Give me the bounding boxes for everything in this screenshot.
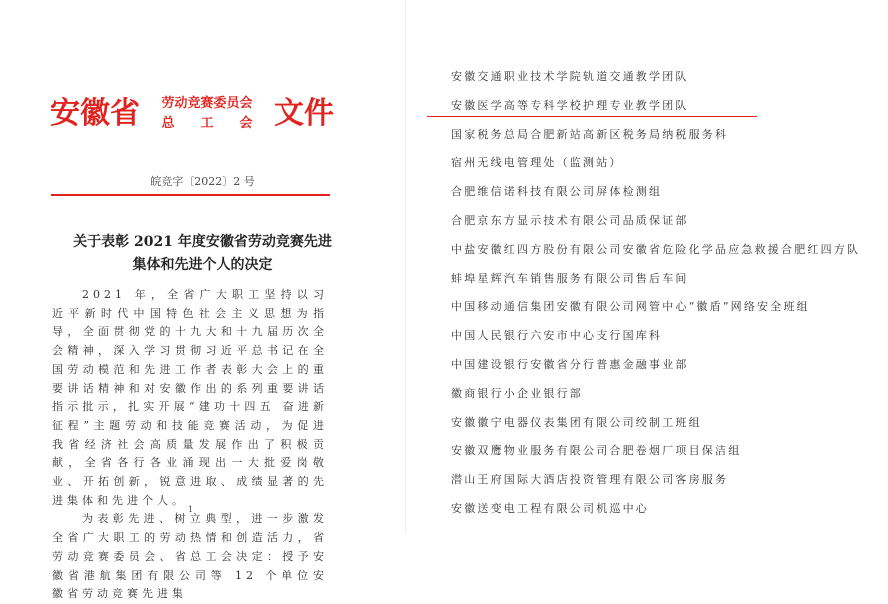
doc-title-line2: 集体和先进个人的决定 bbox=[132, 257, 273, 273]
list-item: 安徽医学高等专科学校护理专业教学团队 bbox=[451, 98, 689, 112]
document-header bbox=[50, 92, 334, 136]
header-province: 安徽省 bbox=[50, 96, 140, 131]
list-item: 宿州无线电管理处（监测站） bbox=[451, 156, 623, 170]
list-item: 合肥维信诺科技有限公司屏体检测组 bbox=[451, 185, 663, 199]
award-list bbox=[451, 65, 860, 526]
page-number: 1 bbox=[188, 505, 194, 514]
paragraph-2: 为表彰先进、树立典型，进一步激发全省广大职工的劳动热情和创造活力，省劳动竞赛委员会、省总工会决定：授予安徽省港航集团有限公司等 12 个单位安徽省劳动竞赛先进集 bbox=[52, 512, 328, 601]
list-item: 合肥京东方显示技术有限公司品质保证部 bbox=[451, 213, 689, 227]
doc-number: 皖竞字〔2022〕2 号 bbox=[150, 175, 255, 188]
list-item: 中盐安徽红四方股份有限公司安徽省危险化学品应急救援合肥红四方队 bbox=[451, 242, 861, 256]
list-item: 安徽徽宁电器仪表集团有限公司绞制工班组 bbox=[451, 415, 702, 429]
header-divider bbox=[51, 194, 330, 196]
doc-body bbox=[52, 286, 328, 604]
list-item: 中国移动通信集团安徽有限公司网管中心“徽盾”网络安全班组 bbox=[451, 300, 810, 314]
paragraph-1: 2021 年，全省广大职工坚持以习近平新时代中国特色社会主义思想为指导，全面贯彻党的十九大和十九届历次全会精神，深入学习贯彻习近平总书记在全国劳动模范和先进工作者表彰大会上的重要讲话精神和对安徽作出的系列重要讲话指示批示，扎实开展“建功十四五 奋进新征程”主题劳动和技能竞赛活动，为促进我省经济社会高质量发展作出了积极贡献，全省各行各业涌现出一大批爱岗敬业、开拓创新，锐意进取、成绩显著的先进集体和先进个人。 bbox=[52, 288, 328, 507]
list-item: 中国人民银行六安市中心支行国库科 bbox=[451, 329, 663, 343]
header-org-bottom-2: 工 bbox=[200, 116, 214, 131]
list-item: 安徽送变电工程有限公司机巡中心 bbox=[451, 501, 649, 515]
header-org-bottom bbox=[161, 114, 252, 134]
list-item: 中国建设银行安徽省分行普惠金融事业部 bbox=[451, 357, 689, 371]
list-item: 国家税务总局合肥新站高新区税务局纳税服务科 bbox=[451, 127, 729, 141]
header-doc-word: 文件 bbox=[273, 96, 334, 131]
header-org-bottom-3: 会 bbox=[239, 116, 253, 131]
header-org-bottom-1: 总 bbox=[161, 116, 175, 131]
header-org bbox=[161, 94, 252, 134]
list-item: 徽商银行小企业银行部 bbox=[451, 386, 583, 400]
header-org-top: 劳动竞赛委员会 bbox=[161, 96, 253, 111]
document-page-left bbox=[0, 0, 405, 601]
list-item: 潜山王府国际大酒店投资管理有限公司客房服务 bbox=[451, 473, 729, 487]
list-item: 安徽交通职业技术学院轨道交通教学团队 bbox=[451, 70, 689, 83]
list-item: 安徽双鹰物业服务有限公司合肥卷烟厂项目保洁组 bbox=[451, 444, 742, 458]
list-item: 蚌埠星辉汽车销售服务有限公司售后车间 bbox=[451, 271, 689, 285]
doc-title-line1: 关于表彰 2021 年度安徽省劳动竞赛先进 bbox=[73, 234, 332, 250]
